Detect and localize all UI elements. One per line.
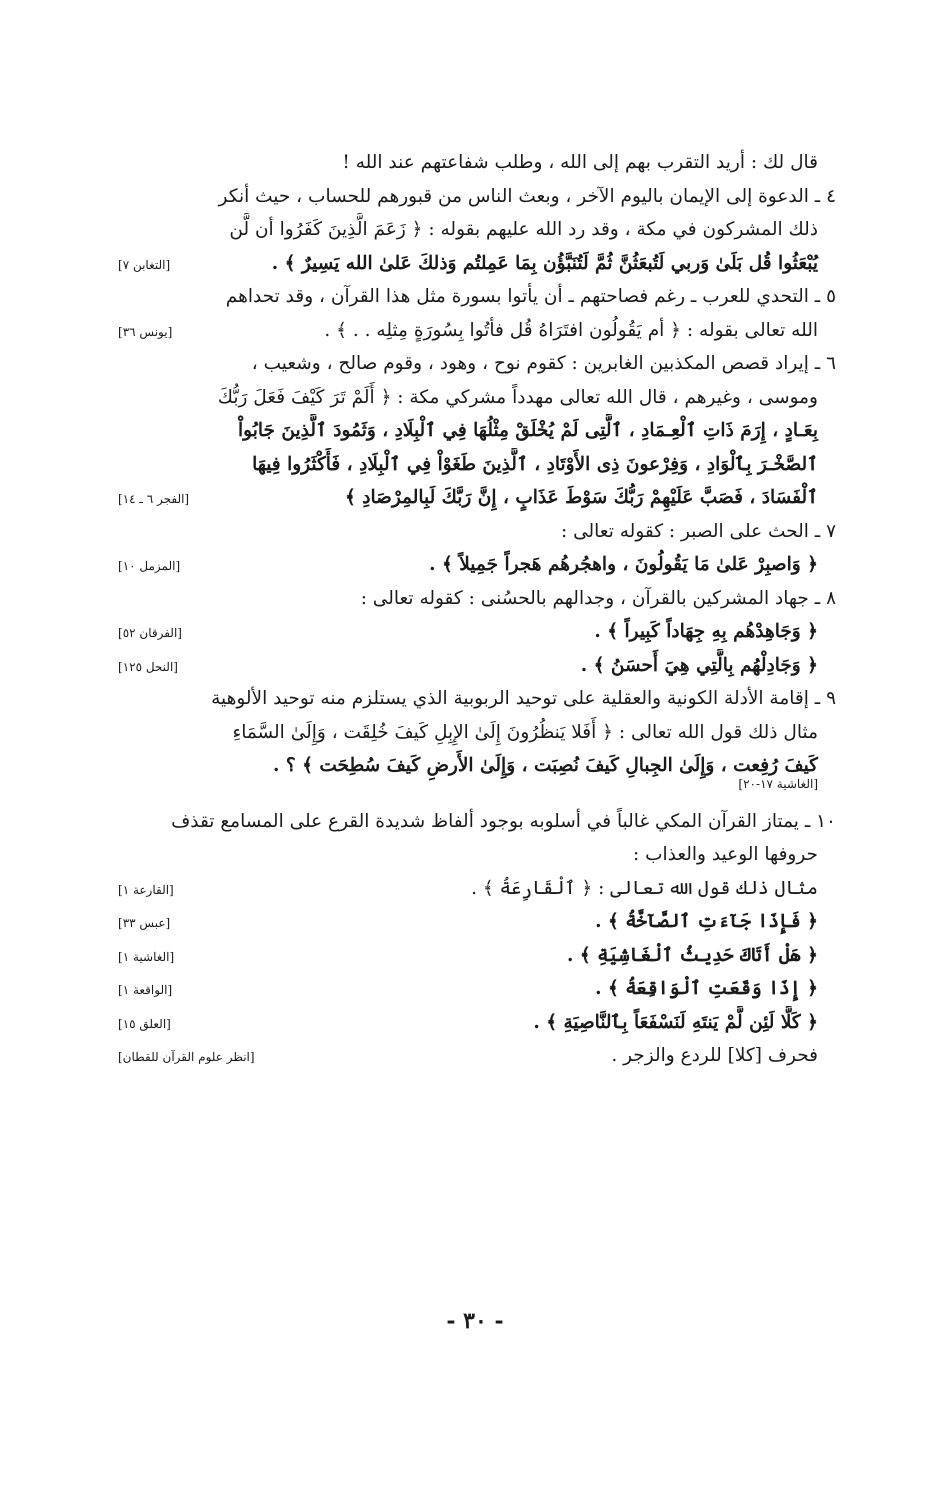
verse-line: بِعَـادٍ ، إِرَمَ ذَاتِ ٱلْعِـمَادِ ، ٱلَّتِى لَمْ يُخْلَقْ مِثْلُهَا فِي ٱلْبِلَادِ ، وَثَمُودَ ٱلَّذِينَ جَابُواْ [238, 420, 818, 441]
verse-text: ٱلْفَسَادَ ، فَصَبَّ عَلَيْهِمْ رَبُّكَ سَوْطَ عَذَابٍ ، إِنَّ رَبَّكَ لَبِالمِرْصَادِ ﴾ [344, 487, 818, 508]
text-line: ذلك المشركون في مكة ، وقد رد الله عليهم بقوله : ﴿ زَعَمَ الَّذِينَ كَفَرُوا أن لَّن [229, 219, 818, 240]
text-row [118, 1006, 836, 1040]
verse-reference: [الفجر ٦ ـ ١٤] [118, 492, 190, 506]
text-row [118, 905, 836, 939]
verse-reference: [يونس ٣٦] [118, 324, 173, 339]
verse-reference: [القارعة ١] [118, 882, 174, 897]
text-row [118, 615, 836, 649]
text-row [118, 872, 836, 906]
page-number: - ٣٠ - [446, 1308, 504, 1334]
text-row [118, 481, 836, 515]
verse-text: يُبْعَثُوا قُل بَلَىٰ وَربي لَتُبعَثُنَّ ثُمَّ لَتُنَبَّؤُن بِمَا عَمِلتُم وَذلكَ عَلىٰ الله يَسِيرٌ ﴾ . [271, 252, 818, 274]
text-row [118, 314, 836, 348]
verse-reference: [الغاشية ١] [118, 949, 175, 964]
verse-reference: [الواقعة ١] [118, 983, 173, 997]
page-body [118, 146, 836, 1073]
verse-text: ﴿ وَجَادِلْهُم بِالَّتِي هِيَ أَحسَنُ ﴾ . [580, 654, 818, 676]
text-line: ٩ ـ إقامة الأدلة الكونية والعقلية على توحيد الربوبية الذي يستلزم منه توحيد الألوهية [211, 688, 836, 709]
text-line: ١٠ ـ يمتاز القرآن المكي غالباً في أسلوبه بوجود ألفاظ شديدة القرع على المسامع تقذف [171, 810, 836, 832]
verse-reference: [الغاشية ١٧-٢٠] [738, 776, 818, 791]
verse-text: ﴿ هَلْ أَتَاكَ حَدِيثُ ٱلْغَاشِيَةِ ﴾ . [566, 944, 818, 966]
verse-text: ﴿ إِذَا وَقَعَتِ ٱلْوَاقِعَةُ ﴾ . [595, 978, 818, 999]
text-row [118, 548, 836, 582]
text-row [118, 939, 836, 973]
text-line: حروفها الوعيد والعذاب : [632, 844, 818, 865]
text-line: ٧ ـ الحث على الصبر : كقوله تعالى : [561, 520, 836, 542]
text-line: ٤ ـ الدعوة إلى الإيمان باليوم الآخر ، وبعث الناس من قبورهم للحساب ، حيث أنكر [218, 185, 836, 207]
text-line: ٨ ـ جهاد المشركين بالقرآن ، وجدالهم بالحسُنى : كقوله تعالى : [360, 587, 836, 609]
text-row [118, 649, 836, 683]
verse-text: ﴿ كَلَّا لَئِن لَّمْ يَنتَهِ لَنَسْفَعَاً بِٱلنَّاصِيَةِ ﴾ . [533, 1011, 818, 1033]
verse-text: ﴿ وَاصبِرْ عَلىٰ مَا يَقُولُونَ ، واهجُرهُم هَجراً جَمِيلاً ﴾ . [429, 554, 818, 575]
text-row [118, 972, 836, 1006]
verse-text: فحرف [كلا] للردع والزجر . [611, 1045, 818, 1066]
text-line: قال لك : أريد التقرب بهم إلى الله ، وطلب شفاعتهم عند الله ! [342, 152, 818, 173]
verse-reference: [المزمل ١٠] [118, 559, 181, 573]
text-line: ٥ ـ التحدي للعرب ـ رغم فصاحتهم ـ أن يأتوا بسورة مثل هذا القرآن ، وقد تحداهم [225, 286, 836, 307]
verse-reference: [التغابن ٧] [118, 257, 171, 272]
verse-text: ﴿ وَجَاهِدْهُم بِهِ جِهَاداً كَبِيراً ﴾ . [594, 621, 818, 642]
text-line: ٦ ـ إيراد قصص المكذبين الغابرين : كقوم نوح ، وهود ، وقوم صالح ، وشعيب ، [251, 353, 836, 374]
text-row [118, 1039, 836, 1073]
verse-reference: [عبس ٣٣] [118, 916, 171, 930]
verse-reference: [انظر علوم القرآن للقطان] [118, 1050, 255, 1064]
verse-reference: [النحل ١٢٥] [118, 659, 178, 674]
text-line: مثال ذلك قول الله تعالى : ﴿ أَفَلا يَنظُرُونَ إِلَىٰ الإِبِلِ كَيفَ خُلِقَت ، وَإِلَىٰ السَّمَاءِ [232, 721, 818, 743]
verse-line: ٱلصَّخْـرَ بِٱلْوَادِ ، وَفِرْعونَ ذِى الأَوْتَادِ ، ٱلَّذِينَ طَغَوْاْ فِي ٱلْبِلَادِ ، فَأَكْثَرُوا فِيهَا [252, 453, 818, 475]
text-row [118, 247, 836, 281]
verse-text: الله تعالى بقوله : ﴿ أم يَقُولُون افتَرَاهُ قُل فأتُوا بِسُورَةٍ مِثلِه . . ﴾ . [324, 319, 818, 341]
verse-reference: [الفرقان ٥٢] [118, 626, 182, 640]
verse-text: ﴿ فَإِذَا جَآءَتِ ٱلصَّآخَّةُ ﴾ . [595, 911, 818, 932]
verse-reference: [العلق ١٥] [118, 1016, 171, 1031]
text-line: وموسى ، وغيرهم ، قال الله تعالى مهدداً مشركي مكة : ﴿ أَلَمْ تَرَ كَيْفَ فَعَلَ رَبُّكَ [217, 386, 818, 408]
verse-line: كَيفَ رُفِعت ، وَإِلَىٰ الجِبالِ كَيفَ نُصِبَت ، وَإِلَىٰ الأَرضِ كَيفَ سُطِحَت ﴾ ؟ . [272, 755, 818, 776]
verse-text: مثال ذلك قول الله تعالى : ﴿ ٱلْقَارِعَةُ ﴾ . [471, 877, 818, 899]
